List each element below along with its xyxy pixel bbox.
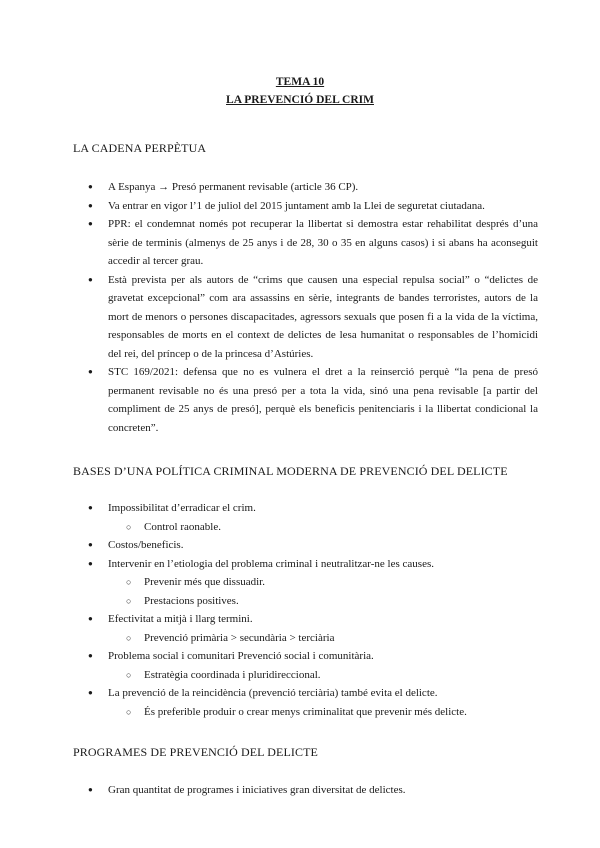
list-item-text: La prevenció de la reincidència (prevenció terciària) també evita el delicte.	[108, 687, 438, 699]
sublist-item: ○ És preferible produir o crear menys criminalitat que prevenir més delicte.	[108, 703, 538, 722]
list-item	[0, 610, 600, 647]
list-item: ● PPR: el condemnat només pot recuperar la llibertat si demostra estar rehabilitat després d’una sèrie de terminis (almenys de 25 anys i de 28, 30 o 35 en alguns casos) i si abans ha aconseguit accedir al tercer grau.	[0, 215, 600, 271]
sublist-item: ○ Prevenció primària > secundària > terciària	[108, 629, 538, 648]
sublist	[108, 703, 538, 722]
list-item-text: Efectivitat a mitjà i llarg termini.	[108, 613, 253, 625]
document-title: LA PREVENCIÓ DEL CRIM	[226, 94, 374, 106]
section3-list	[0, 781, 600, 800]
list-item-text: Costos/beneficis.	[108, 539, 184, 551]
list-item	[0, 555, 600, 611]
list-item: ● Està prevista per als autors de “crims que causen una especial repulsa social” o “delictes de gravetat excepcional” com ara assassins en sèrie, integrants de bandes terroristes, autors de la mort de menors o persones discapacitades, agressors sexuals que posen fi a la vida de la víctima, responsables de morts en el context de delictes de lesa humanitat o responsables de l’homicidi del rei, del príncep o de la princesa d’Astúries.	[0, 271, 600, 364]
sublist	[108, 629, 538, 648]
list-item: ● Va entrar en vigor l’1 de juliol del 2015 juntament amb la Llei de seguretat ciutadana.	[0, 197, 600, 216]
list-item-text: Impossibilitat d’erradicar el crim.	[108, 502, 256, 514]
list-item: ● STC 169/2021: defensa que no es vulnera el dret a la reinserció perquè “la pena de presó permanent revisable no és una presó per a tota la vida, sinó una pena revisable [a partir del compliment de 25 anys de presó], perquè els beneficis penitenciaris i la llibertat condicional la concreten”.	[0, 363, 600, 437]
sublist-item: ○ Prestacions positives.	[108, 592, 538, 611]
list-item-text: Intervenir en l’etiologia del problema criminal i neutralitzar-ne les causes.	[108, 557, 434, 570]
list-item-text: Problema social i comunitari Prevenció social i comunitària.	[108, 650, 374, 662]
list-item	[0, 647, 600, 684]
sublist	[108, 573, 538, 610]
section-heading-cadena-perpetua: LA CADENA PERPÈTUA	[73, 141, 207, 155]
document-title-number: TEMA 10	[275, 76, 325, 88]
sublist-item: ○ Prevenir més que dissuadir.	[108, 573, 538, 592]
sublist-item: ○ Estratègia coordinada i pluridireccional.	[108, 666, 538, 685]
section-heading-programes-prevencio: PROGRAMES DE PREVENCIÓ DEL DELICTE	[73, 745, 318, 759]
list-item: ● Gran quantitat de programes i iniciatives gran diversitat de delictes.	[0, 781, 600, 800]
sublist	[108, 518, 538, 537]
list-item	[0, 684, 600, 721]
list-item: ● A Espanya → Presó permanent revisable (article 36 CP).	[0, 178, 600, 197]
section1-list	[0, 178, 600, 437]
sublist-item: ○ Control raonable.	[108, 518, 538, 537]
section-heading-bases-politica-criminal: BASES D’UNA POLÍTICA CRIMINAL MODERNA DE PREVENCIÓ DEL DELICTE	[73, 464, 508, 478]
sublist	[108, 666, 538, 685]
list-item	[0, 536, 600, 555]
section2-list	[0, 499, 600, 721]
list-item	[0, 499, 600, 536]
